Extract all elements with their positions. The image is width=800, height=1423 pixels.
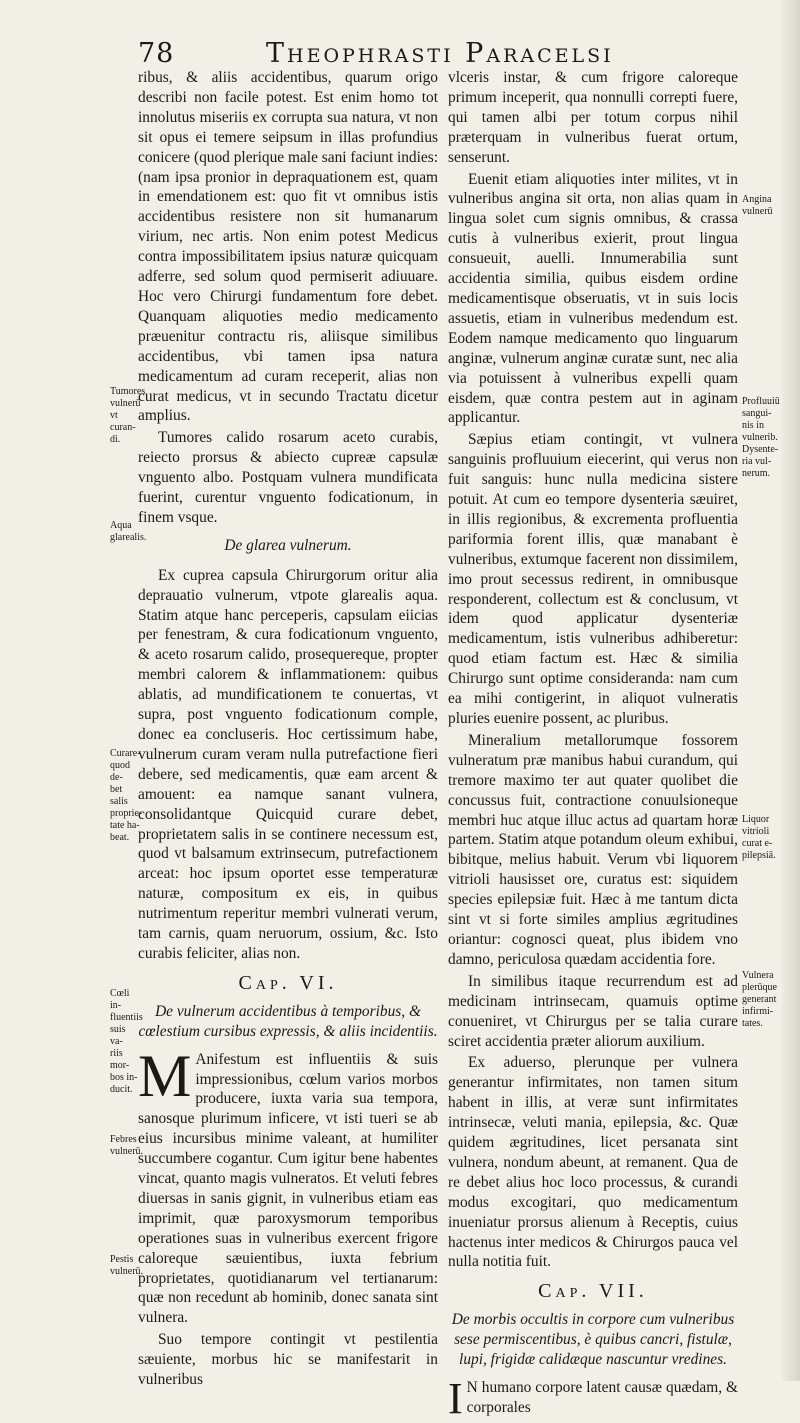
right-paragraph-2: Euenit etiam aliquoties inter milites, vt in vulneribus angina sit orta, non alias quam in lingua solet cum signis omnibus, & crassa cutis à vulneribus exierit, prout lingua consueuit, auelli. Innumerabilia sunt accidentia similia, quibus eisdem ordine medicamentisque obseruatis, vt in suis locis assuetis, etiam in vulneribus medendum est. Eodem namque medicamento quo linguarum anginæ, vulnerum anginæ curatæ sunt, nec alia via potuissent à vulneribus expelli quam eisdem, quæ contra pestem aut in aginam applicantur. <box>448 170 738 427</box>
margin-note-coeli: Cœli in- fluentiis suis va- riis mor- bos in- ducit. <box>110 988 143 1095</box>
margin-note-vulnera: Vulnera plerūque generant infirmi- tates. <box>742 970 777 1029</box>
chapter-title-vi: Cap. VI. <box>238 971 338 994</box>
margin-note-curare: Curare- quod de- bet salis proprie- tate ha- beat. <box>110 748 143 843</box>
right-paragraph-4: Mineralium metallorumque fossorem vulneratum præ manibus habui curandum, qui tremore maximo ter aut quater quolibet die concussus fuit, contractione conuulsioneque membri huc atque illuc actus ad quartam horæ partem. Statim atque potandum oleum exhibui, bibitque, melius habuit. Verum vbi liquorem vitrioli hausisset ore, curatus est: siquidem species epilepsiæ fuit. Hæc à me tantum dicta sint vt si forte similes amplius ægritudines oriantur: cognosci queat, plus ibidem vno damno, periculosa quædam accidentia fore. <box>448 731 738 968</box>
left-paragraph-1: ribus, & aliis accidentibus, quarum origo describi non facile potest. Est enim homo tot innolutus miseriis ex corrupta sua natura, vt non sit opus ei temere seipsum in illas profundius conicere (quod plerique male sani faciunt indies: (nam ipsa pronior in depraquationem est, quam in emendationem est: quo fit vt omnibus istis accidentibus resistere non sit humanarum virium, nec artis. Non enim potest Medicus contra impossibilitatem ipsius naturæ quicquam adferre, sed solum quod permiserit adiuuare. Hoc vero Chirurgi fundamentum fore debet. Quanquam aliquoties medio medicamento præuenitur contractu ris, aliisque similibus accidentibus, vbi tamen ipsa natura medicamentum ad curam receperit, alias non curat medicus, vt in secundo Tractatu dicetur amplius. <box>138 69 439 425</box>
right-paragraph-7-text: N humano corpore latent causæ quædam, & corporales <box>466 1379 738 1416</box>
running-title: Theophrasti Paracelsi <box>266 38 614 69</box>
page-header <box>138 38 748 72</box>
margin-note-pestis: Pestis vulnerū. <box>110 1254 144 1277</box>
chapter-subtitle-vii: De morbis occultis in corpore cum vulneribus sese permiscentibus, è quibus cancri, fistulæ, lupi, frigidæ calidæque nascuntur vredines. <box>451 1311 735 1369</box>
right-column <box>448 68 738 1423</box>
margin-note-angina: Angina vulnerū <box>742 194 773 217</box>
left-paragraph-2: Tumores calido rosarum aceto curabis, reiecto prorsus & abiecto cupreæ capsulæ vnguento albo. Postquam vulnera mundificata fuerint, curentur vnguento fodicationum, in finem vsque. <box>138 429 438 526</box>
left-paragraph-5: Suo tempore contingit vt pestilentia sæuiente, morbus hic se manifestarit in vulneribus <box>138 1331 438 1389</box>
left-paragraph-3: Ex cuprea capsula Chirurgorum oritur alia deprauatio vulnerum, vtpote glarealis aqua. Statim atque hanc perceperis, capsulam eiicias per fenestram, & cura fodicationum vnguento, & aceto rosarum calido, prosequereque, propter membri calorem & inflammationem: quibus ablatis, ad mundificationem te conuertas, vt supra, post vnguento fodicationum comple, donec ea concluseris. Hoc certissimum habe, vulnerum curam veram nulla putrefactione fieri debere, sed medicamentis, quæ eam arcent & amouent: ea namque sanant vulnera, consolidantque Quicquid curare debet, proprietatem salis in se continere necessum est, quod vt balsamum extrinsecum, putrefactionem arceat: hoc ipsum oportet esse temperaturæ naturæ, compositum ex eis, in quibus nutrimentum reperitur membri vulnerati verum, tam carnis, quam neruorum, ossium, &c. Isto curabis feliciter, alias non. <box>138 566 438 962</box>
margin-note-profluuium: Profluuiū sangui- nis in vulnerib. Dysente- ria vul- nerum. <box>742 396 780 479</box>
left-paragraph-4-text: Anifestum est influentiis & suis impressionibus, cœlum varios morbos producere, iuxta varia sua tempora, sanosque plurimum inficere, vt isti tueri se ab eius incursibus minime valeant, at humiliter succumbere cogantur. Cum igitur bene habentes vincat, quanto magis vulneratos. Et veluti febres diuersas in sanis gignit, in vulneribus etiam eas imprimit, quæ paroxysmorum temporibus operationes suas in vulneribus exercent frigore caloreque sæuientibus, iuxta febrium proprietates, quotidianarum vel tertianarum: quæ non recedunt ab hominib, donec sanata sint vulnera. <box>138 1050 438 1327</box>
chapter-title-vii: Cap. VII. <box>538 1280 648 1303</box>
margin-note-liquor: Liquor vitrioli curat e- pilepsiā. <box>742 814 776 861</box>
right-paragraph-6: Ex aduerso, plerunque per vulnera generantur infirmitates, non tamen situm habent in illis, at veræ sunt infirmitates intrinsecæ, veluti mania, epilepsia, &c. Quæ quidem ægritudines, licet persanata sint vulnera, nondum abeunt, at remanent. Qua de re debet alius hoc loco processus, & curandi modus excogitari, quo medicamentum inueniatur prorsus alienum à Receptis, cuius hactenus inter medicos & Chirurgos pauca vel nulla notitia fuit. <box>448 1054 738 1271</box>
margin-note-febres: Febres vulnerū. <box>110 1134 144 1157</box>
drop-cap-i: I <box>448 1374 463 1423</box>
drop-cap-m: M <box>138 1042 192 1109</box>
left-paragraph-4 <box>138 1042 438 1329</box>
right-paragraph-1: vlceris instar, & cum frigore caloreque primum inceperit, qua nonnulli correpti fuere, qui tamen albi per totum corpus nihil præterquam in vulneribus fuerat ortum, senserunt. <box>448 69 738 166</box>
right-paragraph-5: In similibus itaque recurrendum est ad medicinam intrinsecam, quamuis optime conueniret, vt Chirurgus per se talia curare sciret accidentia præter aliorum auxilium. <box>448 972 738 1050</box>
margin-note-aqua: Aqua glarealis. <box>110 520 147 543</box>
page-number: 78 <box>138 38 175 69</box>
chapter-subtitle-vi: De vulnerum accidentibus à temporibus, & cœlestium cursibus expressis, & aliis incidentiis. <box>138 1002 438 1040</box>
right-paragraph-7 <box>448 1374 738 1423</box>
right-paragraph-3: Sæpius etiam contingit, vt vulnera sanguinis profluuium eiecerint, qui verus non fuit sanguis: hunc nulla medicina sistere potuit. At cum eo tempore dysenteria sæuiret, in illis regionibus, & excrementa profluentia pariformia forent illis, quæ manabant è vulneribus, extumque facerent non dissimilem, imo prout secessus redirent, in omnibusque responderent, collectum est & conclusum, vt idem quod applicatur dysenteriæ medicamentum, istis vulneribus adhiberetur: quod etiam factum est. Hæc & similia Chirurgo sunt optime consideranda: nam cum ea mihi contigerint, in aliquot vulneratis pluries euenire possent, ac pluribus. <box>448 431 738 727</box>
margin-note-tumores: Tumores vulnerū vt curan- di. <box>110 386 146 445</box>
section-heading-glarea: De glarea vulnerum. <box>224 536 352 554</box>
left-column <box>138 68 438 1392</box>
